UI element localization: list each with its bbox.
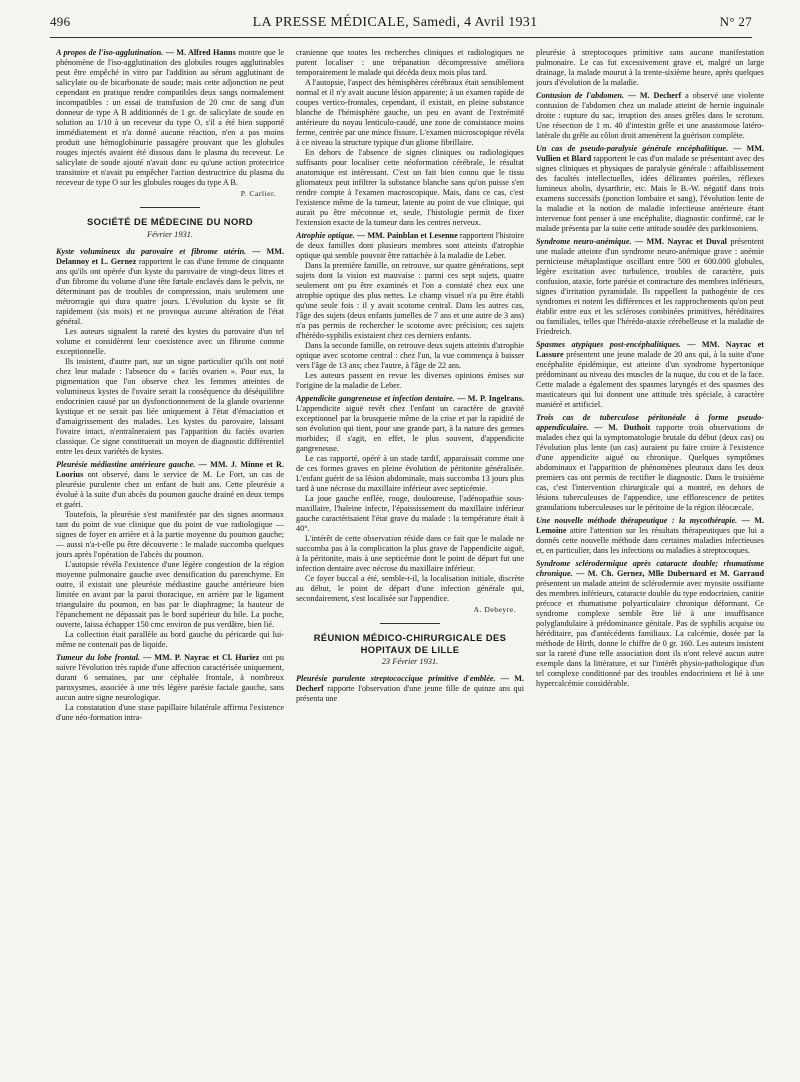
article-paragraph <box>536 413 764 513</box>
article-paragraph: Dans la seconde famille, on retrouve deux sujets atteints d'atrophie optique avec scotome central : chez l'un, la vue commença à baisser vers l'âge de 13 ans; chez l'autre, à l'âge de 22 ans. <box>296 341 524 370</box>
article-paragraph: A l'autopsie, l'aspect des hémisphères cérébraux était sensiblement normal et il n'y avait aucune lésion apparente; à un examen rapide de coupes vertico-frontales, cependant, il existait, en pleine substance blanche de l'hémisphère gauche, un peu en avant de l'extrémité antérieure du noyau lenticulo-caudé, une zone de consistance moins ferme, centrée par une mince fissure. L'examen microscopique révéla à ce niveau la structure typique d'un gliome fibrillaire. <box>296 78 524 147</box>
article-title: Spasmes atypiques post-encéphalitiques. <box>536 340 681 349</box>
article-authors: — MM. J. Minne et R. Loorius <box>56 459 284 479</box>
column-3 <box>536 48 764 1068</box>
article-title: Tumeur du lobe frontal. <box>56 652 141 662</box>
article-paragraph: Ils insistent, d'autre part, sur un signe particulier qu'ils ont noté chez leur malade : l'absence du « faciès ovarien ». Pour eux, la pigmentation que l'on observe chez les femmes atteintes de volumineux kystes de l'ovaire serait la conséquence du déséquilibre endocrinien causé par un dysfonctionnement de la glande ovarienne kystique et ne serait pas liée uniquement à l'état d'émaciation et d'amaigrissement des malades. Les kystes du parovaire, laissant l'ovaire intact, n'entraîneraient pas l'apparition du faciès ovarien classique. Ce signe constituerait un moyen de diagnostic différentiel entre les deux variétés de kystes. <box>56 356 284 456</box>
article-paragraph: Le cas rapporté, opéré à un stade tardif, apparaissait comme une de ces formes graves en pleine évolution de péritonite généralisée. L'enfant guérit de sa lésion abdominale, mais succomba 13 jours plus tard à une nécrose du maxillaire inférieur avec septicémie. <box>296 454 524 493</box>
article-paragraph: Toutefois, la pleurésie s'est manifestée par des signes anormaux tant du point de vue clinique que du point de vue radiologique — signes de foyer en arrière et à la partie moyenne du poumon gauche; — aussi n'a-t-elle pu être découverte : le malade succomba quelques jours après l'opération de l'abcès du poumon. <box>56 509 284 559</box>
article-authors: — M. Ch. Gernez, Mlle Dubernard et M. Garraud <box>576 569 764 578</box>
article-text: présentent une jeune malade de 20 ans qui, à la suite d'une encéphalite épidémique, est atteinte d'un syndrome hypertonique prédominant au niveau des muscles de la nuque, du cou et de la face. Cette malade a également des spasmes laryngés et des spasmes des masticateurs qui lui donnent une attitude très spéciale, à caractère maniéré et artificiel. <box>536 350 764 409</box>
article-paragraph: cranienne que toutes les recherches cliniques et radiologiques ne purent localiser : une trépanation décompressive améliora temporairement le malade qui décéda deux mois plus tard. <box>296 48 524 77</box>
article-paragraph: En dehors de l'absence de signes cliniques ou radiologiques suffisants pour localiser cette néoformation cérébrale, le résultat anatomique est intéressant. C'est un fait bien connu que le tissu gliomateux peut infiltrer la substance blanche sans qu'on puisse s'en rendre compte à l'examen macroscopique. Mais, dans ce cas, c'est l'existence même de la tumeur, latente au point de vue clinique, qui aurait pu être méconnue et, seule, l'histologie permit de fixer l'extension exacte de la tumeur dans les centres nerveux. <box>296 148 524 227</box>
article-title: Trois cas de tuberculose péritonéale à forme pseudo-appendiculaire. <box>536 413 764 432</box>
society-date: 23 Février 1931. <box>381 657 439 666</box>
article-title: Contusion de l'abdomen. <box>536 91 625 100</box>
article-paragraph: L'autopsie révéla l'existence d'une légère congestion de la région moyenne pulmonaire gauche avec densification du parenchyme. En outre, il existait une pleurésie médiastine gauche antérieure bien limitée en avant par la paroi thoracique, en arrière par le ligament triangulaire du poumon, en bas par le diaphragme; la hauteur de l'épanchement ne dépassait pas le bord supérieur du hile. La poche, ouverte, laissa échapper 150 cmc environ de pus verdâtre, bien lié. <box>56 559 284 629</box>
article-paragraph <box>56 653 284 703</box>
article-authors: — MM. Nayrac et Lassure <box>536 340 764 359</box>
article-paragraph: La joue gauche enflée, rouge, douloureuse, l'adénopathie sous-maxillaire, l'haleine infecte, l'épaississement du maxillaire inférieur gauche caractérisaient l'état grave du malade : la température était à 40°. <box>296 494 524 533</box>
article-authors: — M. Alfred Hanns <box>165 48 236 57</box>
article-authors: — MM. Painblan et Lesenne <box>356 231 458 240</box>
article-text: a observé une violente contusion de l'abdomen chez un malade atteint de hernie inguinale droite : rupture du sac, irruption des anses grêles dans le scrotum. Une résection de 1 m. 40 d'intestin grêle et une anastomose latéro-latérale du grêle au côlon droit amenèrent la guérison complète. <box>536 91 764 140</box>
society-date: Février 1931. <box>146 229 194 239</box>
article-text: rapportent l'histoire de deux familles dont plusieurs membres sont atteints d'atrophie optique qui semble pouvoir être rattachée à la maladie de Leber. <box>296 231 524 260</box>
article-authors: — M. Lemoine <box>536 516 764 535</box>
article-title: Pleurésie purulente streptococcique primitive d'emblée. <box>296 674 496 683</box>
article-text: attire l'attention sur les résultats thérapeutiques que lui a donnés cette nouvelle méthode dans certaines maladies infectieuses et, en particulier, dans les infections ou maladies à streptocoques. <box>536 526 764 555</box>
article-paragraph <box>296 394 524 454</box>
article-paragraph: Ce foyer buccal a été, semble-t-il, la localisation initiale, discrète au début, le point de départ d'une infection générale qui, secondairement, s'est localisée sur l'appendice. <box>296 574 524 603</box>
article-title: Syndrome neuro-anémique. <box>536 237 632 246</box>
separator <box>380 623 440 624</box>
article-title: Une nouvelle méthode thérapeutique : la mycothérapie. <box>536 516 738 525</box>
article-title: A propos de l'iso-agglutination. <box>56 48 164 57</box>
page-header <box>50 14 752 36</box>
article-title: Syndrome sclérodermique après cataracte double; rhumatisme chronique. <box>536 559 764 578</box>
article-paragraph: La collection était parallèle au bord gauche du péricarde qui lui-même ne contenait pas de liquide. <box>56 629 284 649</box>
article-paragraph <box>536 91 764 141</box>
article-paragraph <box>56 460 284 510</box>
article-authors: — MM. Nayrac et Duval <box>634 237 727 246</box>
society-heading: RÉUNION MÉDICO-CHIRURGICALE DES HOPITAUX DE LILLE <box>313 632 507 655</box>
article-authors: — M. Duthoit <box>594 423 651 432</box>
article-authors: — MM. Vullien et Blard <box>536 144 764 163</box>
society-heading: SOCIÉTÉ DE MÉDECINE DU NORD <box>86 216 254 227</box>
article-paragraph <box>536 144 764 234</box>
column-2 <box>296 48 524 1068</box>
article-paragraph: Les auteurs signalent la rareté des kystes du parovaire d'un tel volume et considèrent leur coexistence avec un fibrome comme exceptionnelle. <box>56 326 284 356</box>
article-text: ont pu suivre l'évolution très rapide d'une affection caractérisée uniquement, durant 6 semaines, par une céphalée frontale, à nombreux paroxysmes, associée à une très légère parésie faciale gauche, sans aucun autre signe neurologique. <box>56 652 284 702</box>
article-text: L'appendicite aiguë revêt chez l'enfant un caractère de gravité exceptionnel par la brusquerie même de la crise et par la rapidité de son évolution qui tient, pour une grande part, à la nature des germes morbides; il s'agit, en effet, le plus souvent, d'appendicite gangreneuse. <box>296 404 524 453</box>
article-paragraph <box>56 48 284 188</box>
article-text: rapportent le cas d'un malade se présentant avec des signes cliniques et physiques de paralysie générale : affaiblissement des facultés intellectuelles, idées délirantes puériles, réflexes lumineux abolis, dysarthrie, etc. Mais le B.-W. négatif dans trois examens successifs (ponction lombaire et sang), l'évolution lente de la maladie et la notion de maladie infectieuse antérieure étant intervenue font penser à une encéphalite, diagnostic confirmé, car le malade présenta par la suite cette attitude soudée des parkinsoniens. <box>536 154 764 233</box>
article-title: Un cas de pseudo-paralysie générale encéphalitique. <box>536 144 729 153</box>
signature: A. Debeyre. <box>473 605 516 614</box>
article-paragraph <box>536 516 764 556</box>
article-text: ont observé, dans le service de M. Le Fort, un cas de pleurésie purulente chez un enfant de huit ans. Cette pleurésie a évolué à la suite d'un abcès du poumon gauche drainé en deux temps et guéri. <box>56 469 284 509</box>
article-text: présentent un malade atteint de sclérodermie avec myosite ossifiante des membres inférieurs, cataracte double du type endocrinien, canitie précoce et rhumatisme polyarticulaire chronique déformant. Ce syndrome complexe semble être lié à une insuffisance polyglandulaire à prédominance génitale. Pas de syphilis acquise ou héréditaire, pas d'antécédents familiaux. La calcémie, dosée par la méthode de Hirth, donne le chiffre de 0 gr. 160. Les auteurs insistent sur la rareté d'une telle association dont ils n'ont relevé aucun autre exemple dans la littérature, et sur l'intérêt physio-pathologique d'un tel complexe conditionné par des troubles endocriniens et lié à une hypercalcémie considérable. <box>536 579 764 688</box>
article-paragraph <box>56 247 284 327</box>
article-paragraph: L'intérêt de cette observation réside dans ce fait que le malade ne succomba pas à la complication la plus grave de l'appendicite aiguë, à la péritonite, mais à une septicémie dont le point de départ fut une infection dentaire avec nécrose du maxillaire inférieur. <box>296 534 524 573</box>
article-text: présentent une malade atteinte d'un syndrome neuro-anémique grave : anémie pernicieuse métaplastique oscillant entre 500 et 600.000 globules, légère excitation avec turbulence, troubles de caractère, puis confusion, ataxie, forte parésie et contracture des membres inférieurs, signes d'irritation pyramidale. Ils rappellent la pathogénie de ces syndromes et notent les différences et les rapprochements qu'on peut établir entre eux et les scléroses combinées primitives, héréditaires ou familiales, telles que l'hérédo-ataxie cérébelleuse et la maladie de Friedreich. <box>536 237 764 336</box>
article-authors: — M. Decherf <box>296 674 524 693</box>
journal-title: LA PRESSE MÉDICALE, Samedi, 4 Avril 1931 <box>252 15 538 30</box>
article-paragraph <box>536 340 764 410</box>
article-paragraph: pleurésie à streptocoques primitive sans aucune manifestation pulmonaire. Le cas fut excessivement grave et, malgré un large drainage, la malade mourut à la trente-sixième heure, après quelques jours d'évolution de la maladie. <box>536 48 764 87</box>
article-title: Atrophie optique. <box>296 231 355 240</box>
article-text: rapporte l'observation d'une jeune fille de quinze ans qui présenta une <box>296 684 524 703</box>
article-text: rapportent le cas d'une femme de cinquante ans qu'ils ont opérée d'un kyste du parovaire de vingt-deux litres et d'un fibrome du volume d'une tête fœtale enclavés dans le pelvis, ne déterminant pas de troubles de compression, mais seulement une métrorragie qui dura quatre jours. L'évolution du kyste se fit rapidement (six mois) et ne provoqua aucune altération de l'état général. <box>56 256 284 326</box>
article-paragraph <box>296 674 524 704</box>
column-1 <box>56 48 284 1068</box>
article-title: Pleurésie médiastine antérieure gauche. <box>56 459 196 469</box>
article-authors: — MM. Delannoy et L. Gernez <box>56 246 284 266</box>
article-title: Kyste volumineux du parovaire et fibrome utérin. <box>56 246 247 256</box>
article-text: montre que le phénomène de l'iso-agglutination des globules rouges agglutinables peut être empêché in vitro par l'addition au sérum agglutinant de salicylate ou de bicarbonate de soude; mais cette adjonction ne peut cependant en pratique rendre compatibles deux sangs normalement incompatibles : un essai de transfusion de 20 cmc de sang d'un donneur de type A B additionnés de 1 gr. de salicylate de soude en solution au 1/10 à un receveur du type O, s'il a été bien supporté immédiatement et n'a donné aucune réaction, n'en a pas moins produit une hémoglobinurie passagère prouvant que les globules rouges injectés avaient été dissous dans le plasma du receveur. Le salicylate de soude ajouté n'avait donc eu qu'une action protectrice transitoire et n'avait pu empêcher l'action destructrice du plasma du receveur de type O sur les globules rouges du type A B. <box>56 48 284 187</box>
header-rule <box>50 37 752 38</box>
page-number: 496 <box>50 14 71 29</box>
article-authors: — MM. P. Nayrac et Cl. Huriez <box>143 652 260 662</box>
separator <box>140 207 200 208</box>
article-paragraph: La constatation d'une stase papillaire bilatérale affirma l'existence d'une néo-formation intra- <box>56 702 284 722</box>
article-paragraph <box>296 231 524 261</box>
issue-number: N° 27 <box>719 14 752 29</box>
article-title: Appendicite gangreneuse et infection dentaire. <box>296 394 455 403</box>
article-authors: — M. P. Ingelrans. <box>457 394 524 403</box>
signature: P. Carlier. <box>240 189 276 198</box>
article-paragraph <box>536 237 764 337</box>
article-paragraph: Les auteurs passent en revue les diverses opinions émises sur l'origine de la maladie de Leber. <box>296 371 524 390</box>
article-text: rapporte trois observations de malades chez qui la symptomatologie brutale du début (deux cas) ou l'évolution plus lente (un cas) auraient pu faire croire à l'existence d'une appendicite aiguë ou chronique. Quelques symptômes abdominaux et l'apparition de phénomènes pleuraux dans les deux premiers cas ont permis de rectifier le diagnostic. Dans le troisième cas, c'est l'intervention chirurgicale qui a montré, en dehors de lésions tuberculeuses de l'appendice, une efflorescence de petites granulations tuberculeuses sur le péritoine de la région iléocæcale. <box>536 423 764 512</box>
article-authors: — M. Decherf <box>627 91 682 100</box>
article-paragraph <box>536 559 764 689</box>
article-paragraph: Dans la première famille, on retrouve, sur quatre générations, sept sujets dont la vision est mauvaise : parmi ces sept sujets, quatre seulement ont pu être examinés et l'on a constaté chez eux une atrophie optique des plus nettes. Le champ visuel n'a pu être établi qu'une seule fois : il y avait scotome central. Dans les autres cas, l'âge des sujets (deux enfants jumelles de 7 ans et une autre de 3 ans) n'a pas permis de rechercher le scotome avec précision; ces sujets d'hérédo-syphilis existaient chez ces derniers enfants. <box>296 261 524 340</box>
